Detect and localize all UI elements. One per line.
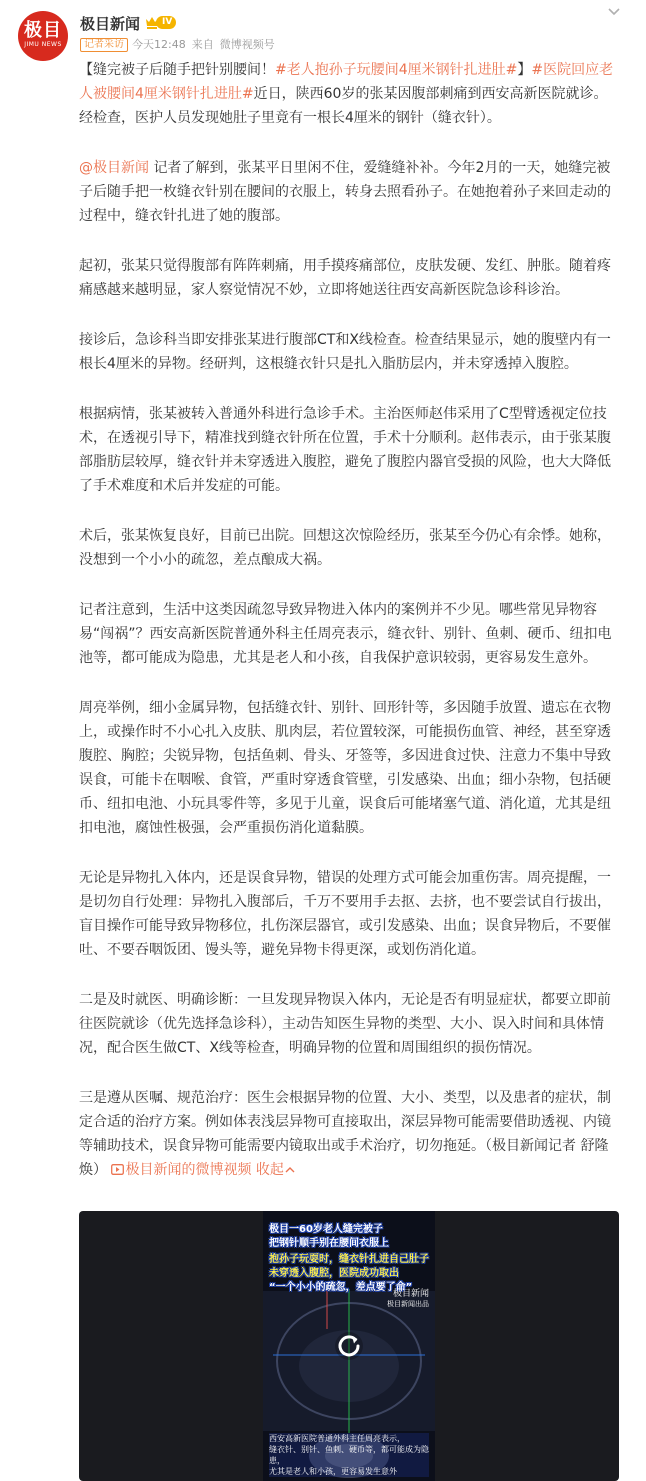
- video-watermark: [387, 1289, 429, 1309]
- video-caption: [269, 1433, 429, 1477]
- video-logo: 极目新闻: [392, 1289, 429, 1299]
- mention-link[interactable]: @极目新闻: [79, 160, 149, 176]
- paragraph-1-body: 近日，陕西60岁的张某因腹部刺痛到西安高新医院就诊。经检查，医护人员发现她肚子里竟有一根长4厘米的钢针（缝衣针）。: [79, 86, 608, 126]
- paragraph-1: [79, 58, 619, 130]
- video-caption-line-3: 尤其是老人和小孩，更容易发生意外: [269, 1467, 397, 1476]
- paragraph-7: 记者注意到，生活中这类因疏忽导致异物进入体内的案例并不少见。哪些常见异物容易“闯祸”？西安高新医院普通外科主任周亮表示，缝衣针、别针、鱼刺、硬币、纽扣电池等，都可能成为隐患，尤其是老人和小孩，自我保护意识较弱，更容易发生意外。: [79, 602, 612, 666]
- collapse-button[interactable]: [256, 1162, 295, 1178]
- paragraph-9: 无论是异物扎入体内，还是误食异物，错误的处理方式可能会加重伤害。周亮提醒，一是切勿自行处理：异物扎入腹部后，千万不要用手去抠、去挤，也不要尝试自行拔出，盲目操作可能导致异物移位，扎伤深层器官，或引发感染、出血；误食异物后，不要催吐、不要吞咽饭团、馒头等，避免异物卡得更深，或划伤消化道。: [79, 870, 611, 958]
- video-title-line-1: 极目一60岁老人缝完被子: [269, 1224, 383, 1235]
- play-icon[interactable]: [333, 1330, 365, 1362]
- paragraph-10: 二是及时就医、明确诊断：一旦发现异物误入体内，无论是否有明显症状，都要立即前往医院就诊（优先选择急诊科），主动告知医生异物的类型、大小、误入时间和具体情况，配合医生做CT、X线等检查，明确异物的位置和周围组织的损伤情况。: [79, 992, 611, 1056]
- chevron-up-icon: [285, 1166, 295, 1174]
- avatar-logo-text: 极目: [24, 20, 62, 41]
- post-header: [0, 0, 646, 62]
- paragraph-3: 起初，张某只觉得腹部有阵阵刺痛，用手摸疼痛部位，皮肤发硬、发红、肿胀。随着疼痛感越来越明显，家人察觉情况不妙，立即将她送往西安高新医院急诊科诊治。: [79, 258, 611, 298]
- source-prefix: 来自: [191, 38, 214, 51]
- video-caption-line-2: 缝衣针、别针、鱼刺、硬币等，都可能成为隐患，: [269, 1445, 429, 1465]
- topic-link-1[interactable]: #老人抱孙子玩腰间4厘米钢针扎进肚#: [275, 62, 518, 78]
- paragraph-11: [79, 1086, 619, 1182]
- video-player[interactable]: [79, 1211, 619, 1481]
- paragraph-5: 根据病情，张某被转入普通外科进行急诊手术。主治医师赵伟采用了C型臂透视定位技术，在透视引导下，精准找到缝衣针所在位置，手术十分顺利。赵伟表示，由于张某腹部脂肪层较厚，缝衣针并未穿透进入腹腔，避免了腹腔内器官受损的风险，也大大降低了手术难度和术后并发症的可能。: [79, 406, 611, 494]
- video-title-line-2: 把钢针顺手别在腰间衣服上: [269, 1238, 389, 1249]
- avatar[interactable]: [18, 11, 68, 61]
- video-title-line-4: 未穿透入腹腔，医院成功取出: [269, 1268, 399, 1279]
- post-content: [79, 58, 619, 1208]
- topic-link-2[interactable]: #医院回应老人被腰间4厘米钢针扎进肚#: [79, 62, 614, 102]
- vip-level: IV: [156, 16, 176, 29]
- paragraph-2-body: 记者了解到，张某平日里闲不住，爱缝缝补补。今年2月的一天，她缝完被子后随手把一枚缝衣针别在腰间的衣服上，转身去照看孙子。在她抱着孙子来回走动的过程中，缝衣针扎进了她的腹部。: [79, 160, 611, 224]
- collapse-label: 收起: [255, 1162, 284, 1178]
- video-link-icon: [111, 1164, 124, 1175]
- video-link[interactable]: [111, 1162, 251, 1178]
- post-time[interactable]: 今天12:48: [132, 38, 186, 51]
- paragraph-8: 周亮举例，细小金属异物，包括缝衣针、别针、回形针等，多因随手放置、遗忘在衣物上，或操作时不小心扎入皮肤、肌肉层，若位置较深，可能损伤血管、神经，甚至穿透腹腔、胸腔；尖锐异物，包括鱼刺、骨头、牙签等，多因进食过快、注意力不集中导致误食，可能卡在咽喉、食管，严重时穿透食管壁，引发感染、出血；细小杂物，包括硬币、纽扣电池、小玩具零件等，多见于儿童，误食后可能堵塞气道、消化道，尤其是纽扣电池，腐蚀性极强，会严重损伤消化道黏膜。: [79, 700, 611, 836]
- username[interactable]: 极目新闻: [80, 15, 141, 33]
- post-meta: [80, 38, 281, 52]
- paragraph-6: 术后，张某恢复良好，目前已出院。回想这次惊险经历，张某至今仍心有余悸。她称，没想到一个小小的疏忽，差点酿成大祸。: [79, 528, 611, 568]
- more-icon[interactable]: [606, 4, 622, 20]
- vip-badge[interactable]: [145, 14, 179, 31]
- avatar-logo-subtext: JIMU NEWS: [24, 41, 62, 48]
- paragraph-4: 接诊后，急诊科当即安排张某进行腹部CT和X线检查。检查结果显示，她的腹壁内有一根长4厘米的异物。经研判，这根缝衣针只是扎入脂肪层内，并未穿透掉入腹腔。: [79, 332, 611, 372]
- video-caption-line-1: 西安高新医院普通外科主任周亮表示，: [269, 1434, 405, 1443]
- video-title-line-3: 抱孙子玩耍时，缝衣针扎进自己肚子: [269, 1254, 429, 1265]
- lead-text: 【缝完被子后随手把针别腰间！: [79, 62, 275, 78]
- paragraph-2: [79, 156, 619, 228]
- post-source[interactable]: 微博视频号: [219, 38, 275, 51]
- paragraph-11-body: 三是遵从医嘱、规范治疗：医生会根据异物的位置、大小、类型，以及患者的症状，制定合适的治疗方案。例如体表浅层异物可直接取出，深层异物可能需要借助透视、内镜等辅助技术，误食异物可能需要内镜取出或手术治疗，切勿拖延。（极目新闻记者 舒隆焕）: [79, 1090, 611, 1178]
- video-title-line-5: “一个小小的疏忽，差点要了命”: [269, 1282, 413, 1293]
- video-logo-sub: 极目新闻出品: [387, 1300, 429, 1308]
- content-tag[interactable]: 记者采访: [80, 38, 128, 52]
- lead-close: 】: [517, 62, 532, 78]
- video-link-label: 极目新闻的微博视频: [125, 1162, 252, 1178]
